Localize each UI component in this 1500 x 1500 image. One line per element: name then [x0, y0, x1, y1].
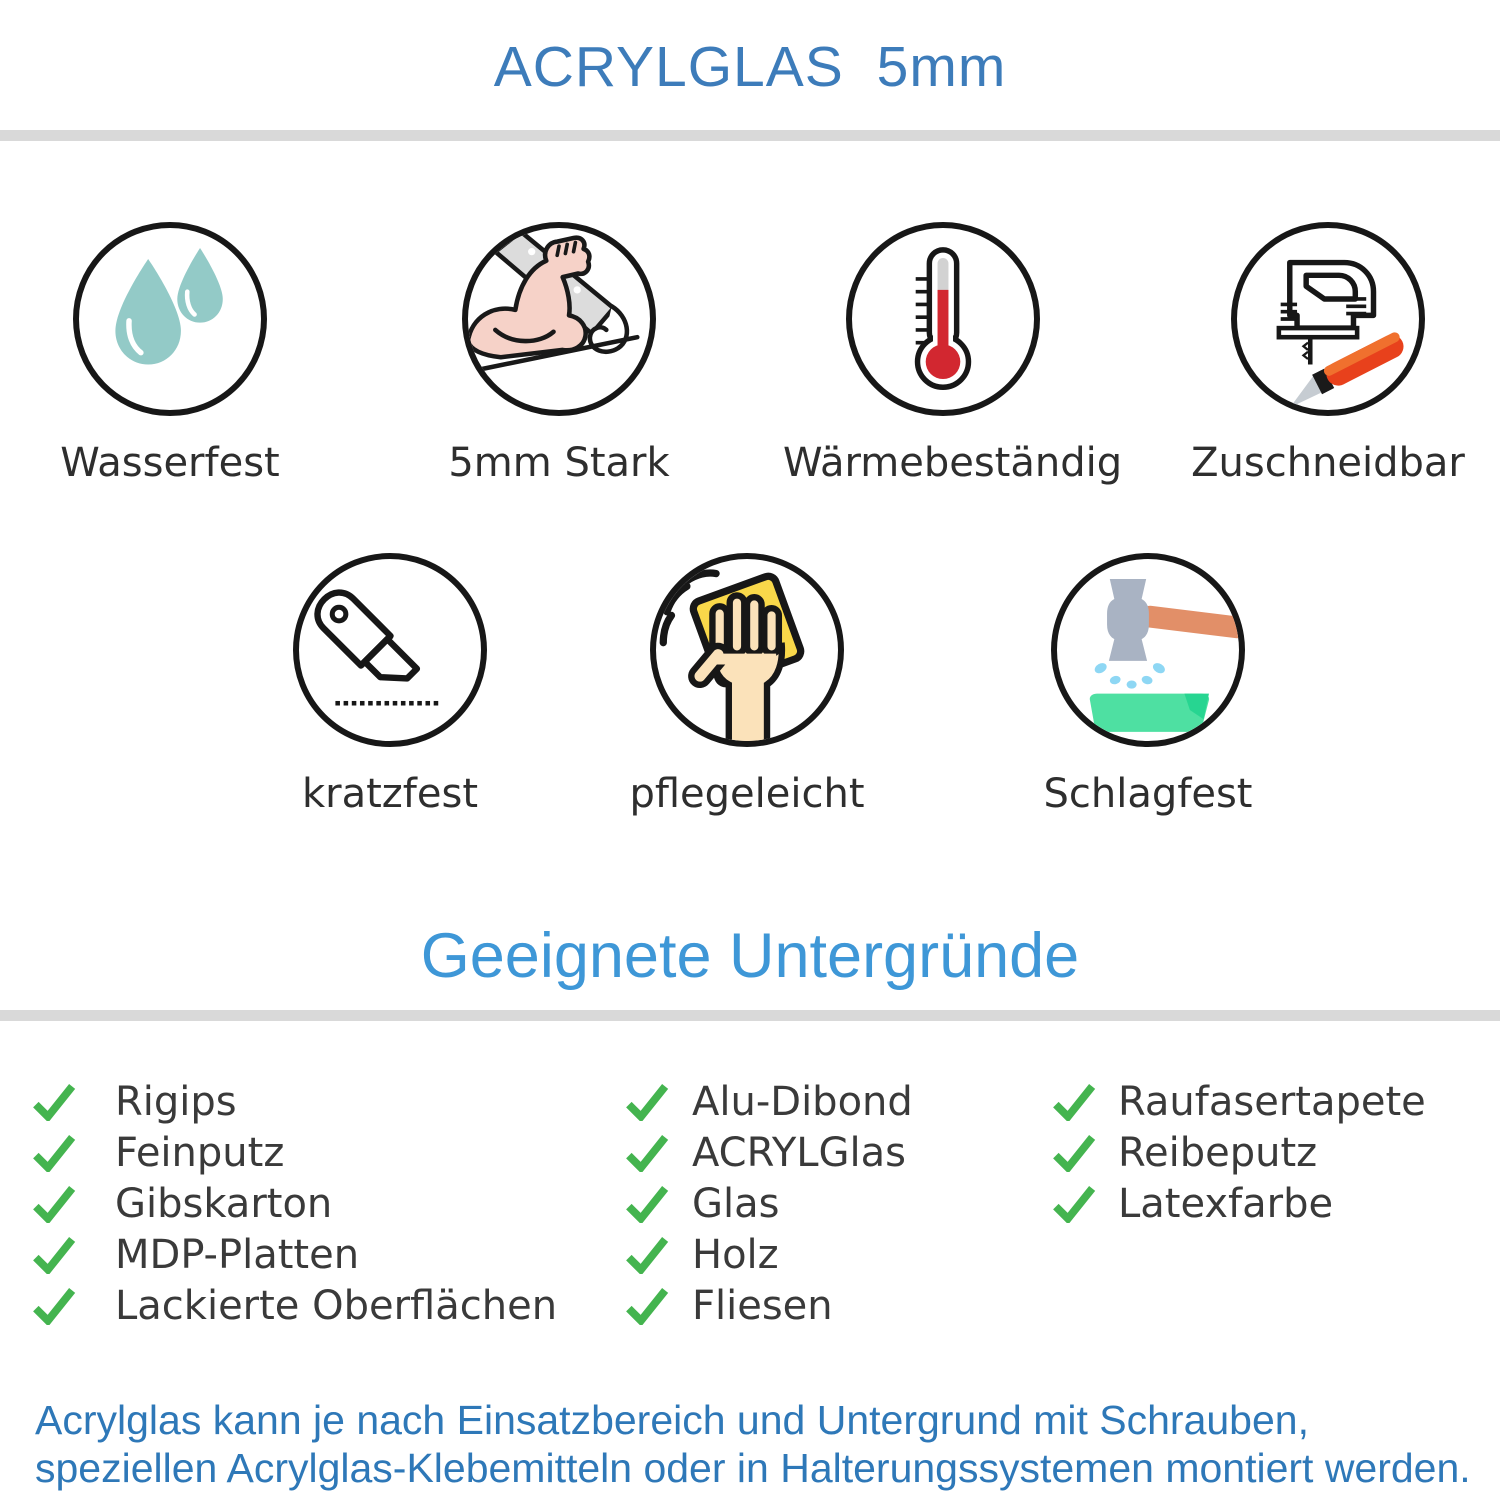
surface-item-label: ACRYLGlas [692, 1129, 907, 1176]
feature-card-schlagfest [988, 553, 1308, 817]
feature-label: Schlagfest [1043, 771, 1253, 817]
feature-card-wasserfest [10, 222, 330, 486]
surfaces-column-1 [32, 1076, 557, 1331]
list-item [1052, 1127, 1426, 1178]
feature-label: Wärmebeständig [783, 440, 1123, 486]
check-icon [1052, 1185, 1096, 1223]
surface-item-label: Raufasertapete [1118, 1078, 1426, 1125]
list-item [625, 1076, 913, 1127]
feature-icon-circle [650, 553, 844, 747]
feature-card-kratzfest [230, 553, 550, 817]
list-item [625, 1127, 913, 1178]
check-icon [625, 1236, 669, 1274]
surfaces-heading: Geeignete Untergründe [420, 921, 1080, 991]
check-icon [625, 1083, 669, 1121]
list-item [1052, 1076, 1426, 1127]
surface-item-label: Holz [692, 1231, 779, 1278]
surface-item-label: Rigips [115, 1078, 237, 1125]
surface-item-label: Glas [692, 1180, 780, 1227]
hammer-icon [1057, 559, 1239, 741]
surface-item-label: Latexfarbe [1118, 1180, 1334, 1227]
list-item [32, 1229, 557, 1280]
footer-note-line2: speziellen Acrylglas-Klebemitteln oder in Halterungssystemen montiert werden. [35, 1445, 1471, 1491]
footer-note [35, 1396, 1471, 1492]
list-item [32, 1280, 557, 1331]
feature-icon-circle [73, 222, 267, 416]
surface-item-label: MDP-Platten [115, 1231, 360, 1278]
check-icon [32, 1185, 76, 1223]
feature-icon-circle [1051, 553, 1245, 747]
list-item [32, 1178, 557, 1229]
list-item [32, 1127, 557, 1178]
cleaning-hand-icon [656, 559, 838, 741]
surface-item-label: Feinputz [115, 1129, 285, 1176]
feature-icon-circle [1231, 222, 1425, 416]
feature-label: pflegeleicht [629, 771, 865, 817]
check-icon [32, 1236, 76, 1274]
section-divider [0, 1010, 1500, 1021]
surface-item-label: Alu-Dibond [692, 1078, 913, 1125]
check-icon [32, 1134, 76, 1172]
surface-item-label: Lackierte Oberflächen [115, 1282, 558, 1329]
surfaces-column-3 [1052, 1076, 1426, 1229]
section-divider [0, 130, 1500, 141]
feature-card-waermebestaendig [783, 222, 1123, 486]
surface-item-label: Fliesen [692, 1282, 833, 1329]
feature-icon-circle [462, 222, 656, 416]
thermometer-icon [852, 228, 1034, 410]
check-icon [625, 1287, 669, 1325]
feature-icon-circle [293, 553, 487, 747]
check-icon [1052, 1083, 1096, 1121]
list-item [625, 1229, 913, 1280]
check-icon [625, 1134, 669, 1172]
feature-card-zuschneidbar [1168, 222, 1488, 486]
surfaces-column-2 [625, 1076, 913, 1331]
feature-card-pflegeleicht [587, 553, 907, 817]
surface-item-label: Gibskarton [115, 1180, 333, 1227]
surface-item-label: Reibeputz [1118, 1129, 1318, 1176]
feature-label: 5mm Stark [448, 440, 670, 486]
list-item [32, 1076, 557, 1127]
feature-label: Zuschneidbar [1191, 440, 1465, 486]
footer-note-line1: Acrylglas kann je nach Einsatzbereich und Untergrund mit Schrauben, [35, 1397, 1309, 1443]
water-drops-icon [79, 228, 261, 410]
list-item [625, 1280, 913, 1331]
list-item [625, 1178, 913, 1229]
check-icon [32, 1287, 76, 1325]
check-icon [32, 1083, 76, 1121]
jigsaw-icon [1237, 228, 1419, 410]
feature-label: kratzfest [301, 771, 478, 817]
check-icon [1052, 1134, 1096, 1172]
muscle-arm-icon [468, 228, 650, 410]
page-title: ACRYLGLAS 5mm [493, 35, 1007, 99]
feature-icon-circle [846, 222, 1040, 416]
utility-knife-icon [299, 559, 481, 741]
list-item [1052, 1178, 1426, 1229]
feature-card-5mm-stark [399, 222, 719, 486]
check-icon [625, 1185, 669, 1223]
feature-label: Wasserfest [60, 440, 280, 486]
